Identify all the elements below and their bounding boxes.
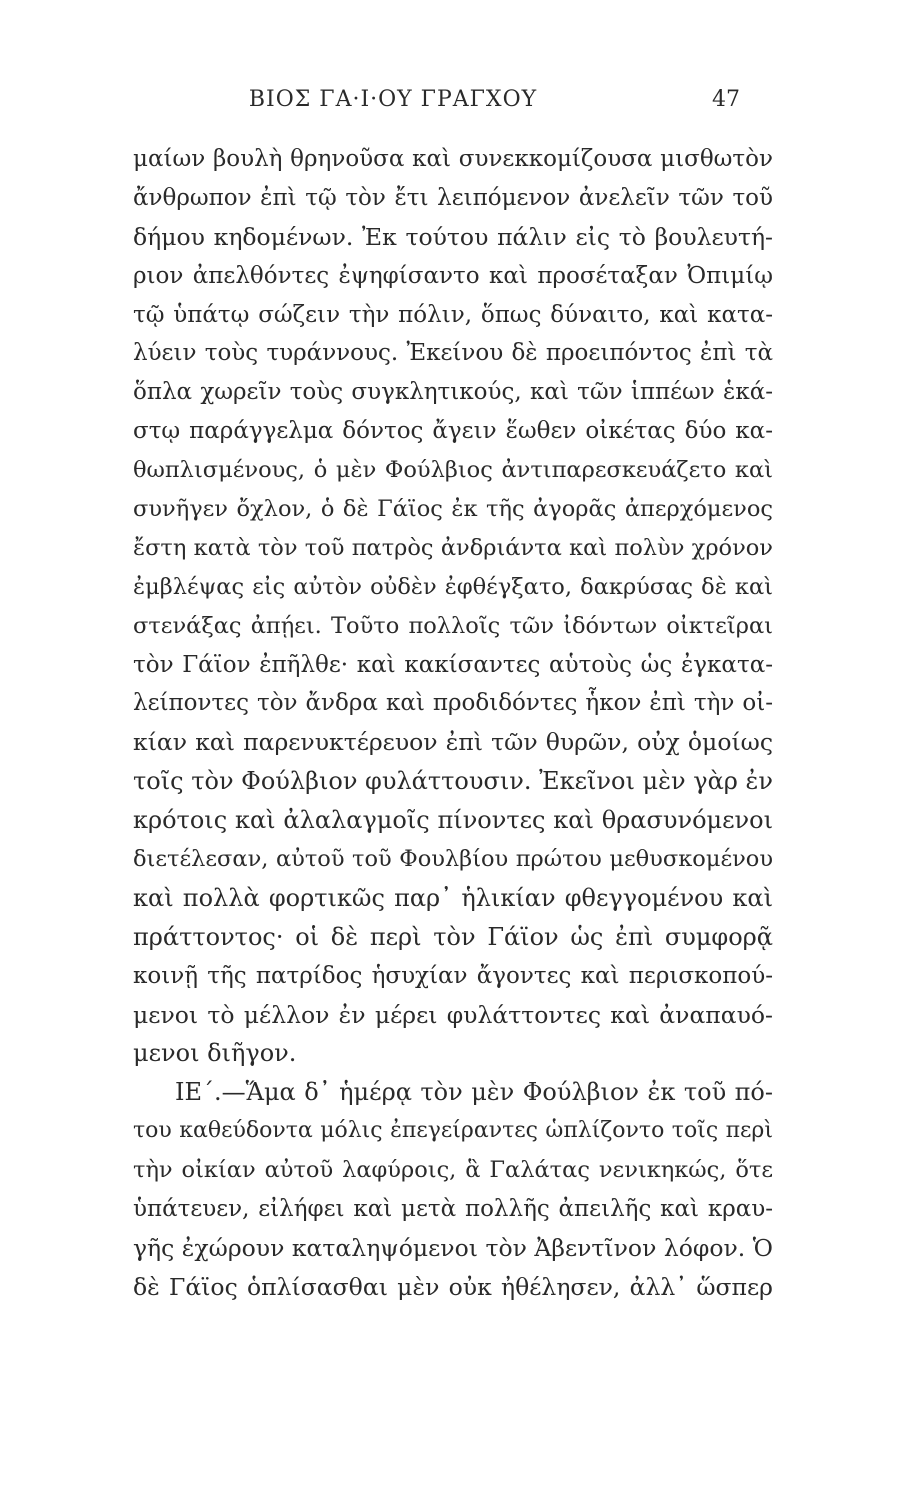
text-line: συνῆγεν ὄχλον, ὁ δὲ Γάϊος ἐκ τῆς ἀγορᾶς ἀπερχόμενος — [133, 496, 773, 523]
text-line: ὅπλα χωρεῖν τοὺς συγκλητικούς, καὶ τῶν ἱππέων ἑκά- — [133, 379, 773, 406]
text-line: κίαν καὶ παρενυκτέρευον ἐπὶ τῶν θυρῶν, οὐχ ὁμοίως — [133, 728, 773, 757]
text-line: πράττοντος· οἱ δὲ περὶ τὸν Γάϊον ὡς ἐπὶ συμφορᾷ — [133, 922, 773, 951]
text-line: μαίων βουλὴ θρηνοῦσα καὶ συνεκκομίζουσα μισθωτὸν — [133, 146, 773, 172]
text-line: κρότοις καὶ ἀλαλαγμοῖς πίνοντες καὶ θρασυνόμενοι — [133, 806, 773, 835]
text-line: ἐμβλέψας εἰς αὐτὸν οὐδὲν ἐφθέγξατο, δακρύσας δὲ καὶ — [133, 573, 773, 600]
text-line: ριον ἀπελθόντες ἐψηφίσαντο καὶ προσέταξαν Ὀπιμίῳ — [133, 262, 773, 289]
text-line: κοινῇ τῆς πατρίδος ἡσυχίαν ἄγοντες καὶ περισκοπού- — [133, 962, 773, 989]
text-line: δήμου κηδομένων. Ἐκ τούτου πάλιν εἰς τὸ βουλευτή- — [133, 222, 773, 251]
text-line: θωπλισμένους, ὁ μὲν Φούλβιος ἀντιπαρεσκευάζετο καὶ — [133, 457, 773, 484]
text-line: μενοι τὸ μέλλον ἐν μέρει φυλάττοντες καὶ ἀναπαυό- — [133, 1000, 773, 1029]
section-start-line: ΙΕ΄.—Ἅμα δ᾽ ἡμέρᾳ τὸν μὲν Φούλβιον ἐκ τοῦ πό- — [175, 1078, 773, 1107]
running-head — [0, 84, 919, 124]
body-text — [133, 140, 773, 1307]
text-line: καὶ πολλὰ φορτικῶς παρ᾽ ἡλικίαν φθεγγομένου καὶ — [133, 883, 773, 912]
text-line: τῷ ὑπάτῳ σώζειν τὴν πόλιν, ὅπως δύναιτο, καὶ κατα- — [133, 301, 773, 328]
text-line: στενάξας ἀπῄει. Τοῦτο πολλοῖς τῶν ἰδόντων οἰκτεῖραι — [133, 612, 773, 639]
text-line: ἔστη κατὰ τὸν τοῦ πατρὸς ἀνδριάντα καὶ πολὺν χρόνον — [133, 534, 773, 561]
paragraph-end-line: μενοι διῆγον. — [133, 1039, 297, 1068]
text-line: λείποντες τὸν ἄνδρα καὶ προδιδόντες ἧκον ἐπὶ τὴν οἰ- — [133, 690, 773, 717]
text-line: λύειν τοὺς τυράννους. Ἐκείνου δὲ προειπόντος ἐπὶ τὰ — [133, 340, 773, 367]
text-line: του καθεύδοντα μόλις ἐπεγείραντες ὡπλίζοντο τοῖς περὶ — [133, 1118, 773, 1144]
running-title: ΒΙΟΣ ΓΑ·Ι·ΟΥ ΓΡΑΓΧΟΥ — [248, 87, 538, 112]
text-line: δὲ Γάϊος ὁπλίσασθαι μὲν οὐκ ἠθέλησεν, ἀλλ᾽ ὥσπερ — [133, 1272, 773, 1301]
text-line: τὸν Γάϊον ἐπῆλθε· καὶ κακίσαντες αὑτοὺς ὡς ἐγκατα- — [133, 651, 773, 678]
text-line: γῆς ἐχώρουν καταληψόμενοι τὸν Ἀβεντῖνον λόφον. Ὁ — [133, 1233, 773, 1262]
text-line: τοῖς τὸν Φούλβιον φυλάττουσιν. Ἐκεῖνοι μὲν γὰρ ἐν — [133, 767, 773, 796]
text-line: ὑπάτευεν, εἰλήφει καὶ μετὰ πολλῆς ἀπειλῆς καὶ κραυ- — [133, 1196, 773, 1223]
text-line: στῳ παράγγελμα δόντος ἄγειν ἕωθεν οἰκέτας δύο κα- — [133, 418, 773, 445]
page-number: 47 — [712, 87, 740, 112]
text-line: διετέλεσαν, αὐτοῦ τοῦ Φουλβίου πρώτου μεθυσκομένου — [133, 846, 773, 873]
text-line: ἄνθρωπον ἐπὶ τῷ τὸν ἔτι λειπόμενον ἀνελεῖν τῶν τοῦ — [133, 184, 773, 211]
text-line: τὴν οἰκίαν αὐτοῦ λαφύροις, ἃ Γαλάτας νενικηκώς, ὅτε — [133, 1157, 773, 1184]
